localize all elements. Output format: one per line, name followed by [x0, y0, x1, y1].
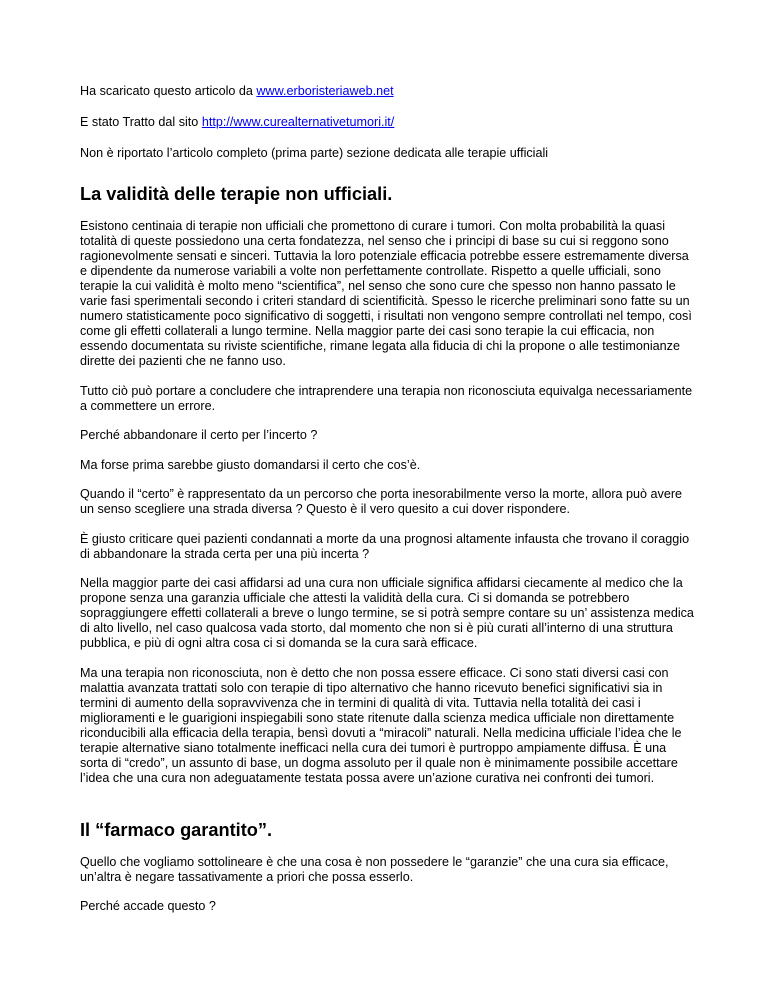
curealternativetumori-link[interactable]: http://www.curealternativetumori.it/: [201, 115, 395, 129]
paragraph: Ma forse prima sarebbe giusto domandarsi il certo che cos’è.: [80, 457, 421, 472]
section-heading-farmaco-garantito: Il “farmaco garantito”.: [80, 819, 273, 840]
paragraph: Nella maggior parte dei casi affidarsi ad una cura non ufficiale significa affidarsi ciecamente al medico che la propone senza una garanzia ufficiale che attesti la validità della cura. Ci si domanda se potrebbero sopraggiungere effetti collaterali a breve o lungo termine, se si potrà sempre contare su un’ assistenza medica di alto livello, nel caso qualcosa vada storto, dal momento che non si è più curati all’interno di una struttura pubblica, e più di ogni altra cosa ci si domanda se la cura sarà efficace.: [80, 576, 694, 650]
paragraph: Quando il “certo” è rappresentato da un percorso che porta inesorabilmente verso la morte, allora può avere un senso scegliere una strada diversa ? Questo è il vero quesito a cui dover rispondere.: [80, 487, 683, 516]
paragraph: Quello che vogliamo sottolineare è che una cosa è non possedere le “garanzie” che una cura sia efficace, un’altra è negare tassativamente a priori che possa esserlo.: [80, 854, 669, 884]
paragraph: Tutto ciò può portare a concludere che intraprendere una terapia non riconosciuta equivalga necessariamente a commettere un errore.: [80, 383, 693, 413]
paragraph: È giusto criticare quei pazienti condannati a morte da una prognosi altamente infausta che trovano il coraggio di abbandonare la strada certa per una più incerta ?: [80, 531, 690, 561]
paragraph: Ma una terapia non riconosciuta, non è detto che non possa essere efficace. Ci sono stati diversi casi con malattia avanzata trattati solo con terapie di tipo alternativo che hanno ricevuto benefici significativi sia in termini di aumento della sopravvivenza che in termini di qualità di vita. Tuttavia nella totalità dei casi i miglioramenti e le guarigioni inspiegabili sono state ritenute dalla scienza medica ufficiale non direttamente riconducibili alla efficacia della terapia, bensì dovuti a “miracoli” naturali. Nella medicina ufficiale l’idea che le terapie alternative siano totalmente inefficaci nella cura dei tumori è purtroppo ampiamente diffusa. È una sorta di “credo”, un assunto di base, un dogma assoluto per il quale non è minimamente possibile accettare l’idea che una cura non adeguatamente testata possa avere un’azione curativa nei confronti dei tumori.: [80, 665, 682, 785]
paragraph: Perché accade questo ?: [80, 899, 216, 913]
document-body: [80, 84, 695, 929]
section-heading-validita: La validità delle terapie non ufficiali.: [80, 184, 393, 204]
source-note-text: E stato Tratto dal sito: [80, 115, 202, 129]
download-note-text: Ha scaricato questo articolo da: [80, 84, 257, 98]
erboristeriaweb-link[interactable]: www.erboristeriaweb.net: [256, 84, 394, 98]
paragraph: Perché abbandonare il certo per l’incerto ?: [80, 428, 318, 442]
partial-article-note: Non è riportato l’articolo completo (prima parte) sezione dedicata alle terapie ufficiali: [80, 146, 549, 160]
download-note: [80, 84, 695, 99]
paragraph: Esistono centinaia di terapie non ufficiali che promettono di curare i tumori. Con molta probabilità la quasi totalità di queste possiedono una certa fondatezza, nel senso che i principi di base su cui si reggono sono ragionevolmente sensati e sinceri. Tuttavia la loro potenziale efficacia potrebbe essere estremamente diversa e dipendente da numerose variabili a volte non perfettamente controllate. Rispetto a quelle ufficiali, sono terapie la cui validità è molto meno “scientifica”, nel senso che sono cure che spesso non hanno passato le varie fasi sperimentali secondo i criteri standard di scientificità. Spesso le ricerche preliminari sono fatte su un numero statisticamente poco significativo di soggetti, i risultati non vengono sempre controllati nel tempo, così come gli effetti collaterali a lungo termine. Nella maggior parte dei casi sono terapie la cui efficacia, non essendo documentata su riviste scientifiche, rimane legata alla fiducia di chi la propone o alle testimonianze dirette dei pazienti che ne fanno uso.: [80, 219, 692, 368]
source-note: [80, 115, 695, 130]
